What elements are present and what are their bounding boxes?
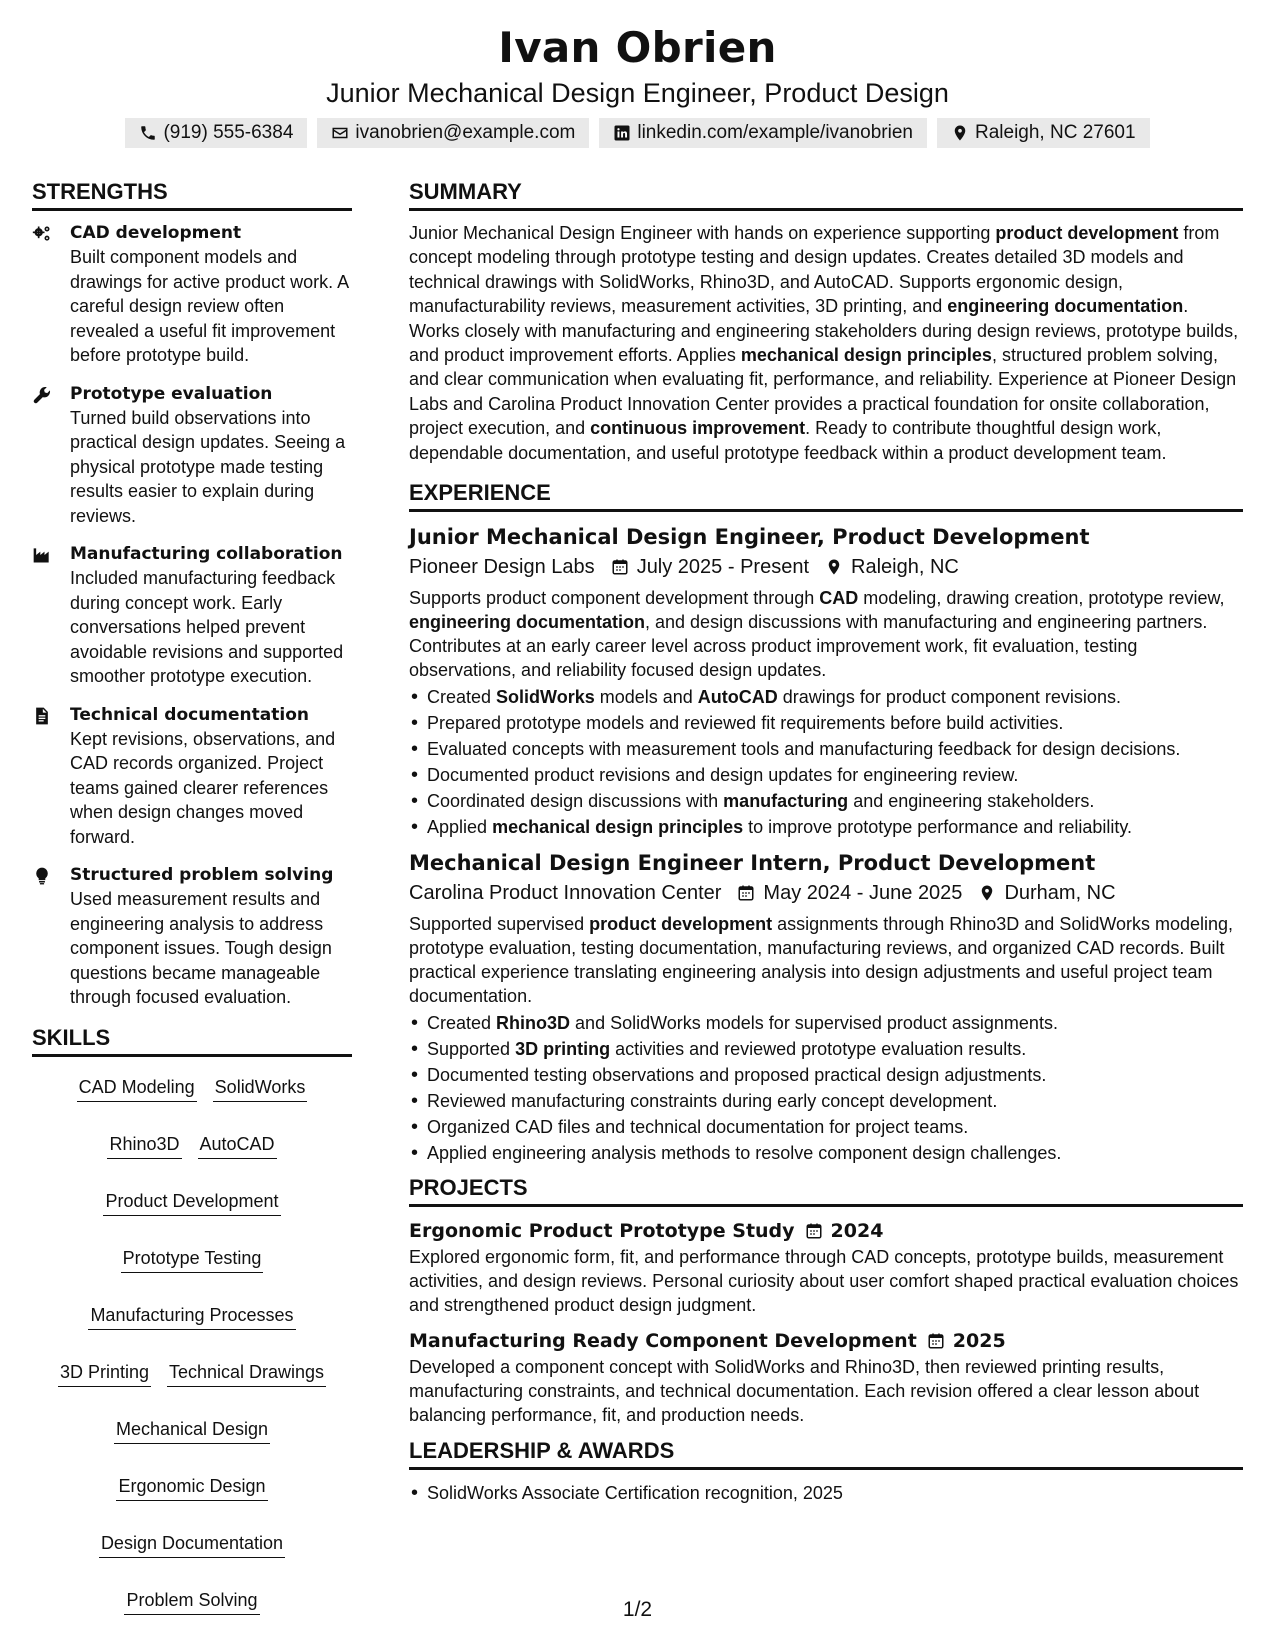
wrench-icon	[32, 385, 52, 405]
skill-tag: Prototype Testing	[121, 1246, 264, 1273]
company-name: Carolina Product Innovation Center	[409, 882, 722, 905]
experience-heading: EXPERIENCE	[409, 479, 1243, 512]
calendar-icon	[737, 884, 755, 902]
strength-item	[32, 703, 352, 850]
phone-text: (919) 555-6384	[163, 122, 294, 143]
skill-tag: CAD Modeling	[77, 1075, 197, 1102]
project-date	[927, 1327, 1006, 1355]
skill-tag: Rhino3D	[107, 1132, 181, 1159]
job-description: Supported supervised product development assignments through Rhino3D and SolidWorks modeling, prototype evaluation, testing documentation, manufacturing reviews, and organized CAD records. Built practical experience translating engineering analysis into design adjustments and useful project team documentation.	[409, 914, 1234, 1007]
job-meta	[409, 552, 1243, 582]
candidate-title: Junior Mechanical Design Engineer, Product Design	[326, 78, 949, 108]
left-column	[32, 178, 352, 1615]
job-description: Supports product component development through CAD modeling, drawing creation, prototype review, engineering documentation, and design discussions with manufacturing and engineering partners. Contributes at an early career level across product improvement work, fit evaluation, testing observations, and reliability focused design updates.	[409, 588, 1225, 681]
project-date-text: 2025	[952, 1330, 1006, 1353]
project-description: Developed a component concept with SolidWorks and Rhino3D, then reviewed printing results, manufacturing constraints, and technical documentation. Each revision offered a clear lesson about balancing performance, fit, and production needs.	[409, 1357, 1200, 1426]
skill-tag: AutoCAD	[198, 1132, 277, 1159]
job-dates-text: May 2024 - June 2025	[763, 882, 963, 905]
strength-desc: Kept revisions, observations, and CAD records organized. Project teams gained clearer references when design changes moved forward.	[70, 728, 336, 847]
map-pin-icon	[951, 124, 969, 142]
bullet-item: • Prepared prototype models and reviewed fit requirements before build activities.	[409, 710, 1243, 736]
skills-list	[32, 1071, 352, 1615]
skill-tag: Design Documentation	[99, 1531, 285, 1558]
job-meta	[409, 878, 1243, 908]
summary-heading: SUMMARY	[409, 178, 1243, 211]
strengths-heading: STRENGTHS	[32, 178, 352, 211]
job-location-text: Durham, NC	[1004, 882, 1116, 905]
resume-header	[0, 0, 1275, 148]
envelope-icon	[331, 124, 349, 142]
bullet-item: • Applied mechanical design principles to improve prototype performance and reliability.	[409, 814, 1243, 840]
bullet-item: • Coordinated design discussions with manufacturing and engineering stakeholders.	[409, 788, 1243, 814]
skill-tag: Mechanical Design	[114, 1417, 270, 1444]
strength-title: Structured problem solving	[70, 865, 334, 885]
job-dates	[611, 552, 809, 582]
project-title: Manufacturing Ready Component Development	[409, 1330, 917, 1353]
job-entry	[409, 848, 1243, 1166]
strength-item	[32, 863, 352, 1010]
contact-phone[interactable]	[125, 118, 307, 148]
job-title: Mechanical Design Engineer Intern, Product Development	[409, 851, 1096, 876]
project-date-text: 2024	[830, 1220, 884, 1243]
bullet-item: • Evaluated concepts with measurement tools and manufacturing feedback for design decisions.	[409, 736, 1243, 762]
page-number: 1/2	[622, 1598, 653, 1621]
calendar-icon	[611, 558, 629, 576]
skill-tag: Manufacturing Processes	[88, 1303, 295, 1330]
skill-tag: Technical Drawings	[167, 1360, 326, 1387]
company-name: Pioneer Design Labs	[409, 556, 595, 579]
job-entry	[409, 522, 1243, 840]
job-location	[825, 552, 959, 582]
strength-desc: Turned build observations into practical design updates. Seeing a physical prototype made testing results easier to explain during reviews.	[70, 407, 346, 526]
strength-desc: Used measurement results and engineering analysis to address component issues. Tough design questions became manageable through focused evaluation.	[70, 889, 332, 1007]
linkedin-icon	[613, 124, 631, 142]
bullet-item: • Organized CAD files and technical documentation for project teams.	[409, 1114, 1243, 1140]
projects-heading: PROJECTS	[409, 1174, 1243, 1207]
skill-tag: Product Development	[103, 1189, 280, 1216]
bullet-item: • Documented testing observations and proposed practical design adjustments.	[409, 1062, 1243, 1088]
bullet-item: • Reviewed manufacturing constraints during early concept development.	[409, 1088, 1243, 1114]
project-date	[805, 1217, 884, 1245]
strength-item	[32, 542, 352, 689]
phone-icon	[139, 124, 157, 142]
right-column	[409, 178, 1243, 1615]
bullet-item: • Created SolidWorks models and AutoCAD drawings for product component revisions.	[409, 684, 1243, 710]
job-title: Junior Mechanical Design Engineer, Product Development	[409, 525, 1090, 550]
document-icon	[32, 706, 52, 726]
job-bullets	[409, 1010, 1243, 1166]
contact-email[interactable]	[317, 118, 589, 148]
calendar-icon	[805, 1222, 823, 1240]
strength-title: Manufacturing collaboration	[70, 544, 343, 564]
bullet-item: • Documented product revisions and design updates for engineering review.	[409, 762, 1243, 788]
job-location-text: Raleigh, NC	[851, 556, 959, 579]
job-bullets	[409, 684, 1243, 840]
location-text: Raleigh, NC 27601	[975, 122, 1136, 143]
resume-body	[32, 178, 1243, 1615]
leadership-heading: LEADERSHIP & AWARDS	[409, 1437, 1243, 1470]
strength-title: Technical documentation	[70, 704, 309, 725]
bullet-item: • Supported 3D printing activities and reviewed prototype evaluation results.	[409, 1036, 1243, 1062]
email-text: ivanobrien@example.com	[355, 122, 576, 143]
job-location	[978, 878, 1115, 908]
skill-tag: SolidWorks	[213, 1075, 308, 1102]
project-entry	[409, 1327, 1243, 1427]
strength-desc: Built component models and drawings for active product work. A careful design review often revealed a useful fit improvement before prototype build.	[70, 247, 349, 365]
project-description: Explored ergonomic form, fit, and performance through CAD concepts, prototype builds, measurement activities, and design reviews. Personal curiosity about user comfort shaped practical evaluation choices and strengthened product design judgment.	[409, 1247, 1239, 1316]
industry-icon	[32, 545, 52, 565]
calendar-icon	[927, 1332, 945, 1350]
contact-bar	[0, 118, 1275, 148]
job-dates	[737, 878, 962, 908]
summary-text: Junior Mechanical Design Engineer with hands on experience supporting product development from concept modeling through prototype testing and design updates. Creates detailed 3D models and technical drawings with SolidWorks, Rhino3D, and AutoCAD. Supports ergonomic design, manufacturability reviews, measurement activities, 3D printing, and engineering documentation. Works closely with manufacturing and engineering stakeholders during design reviews, prototype builds, and product improvement efforts. Applies mechanical design principles, structured problem solving, and clear communication when evaluating fit, performance, and reliability. Experience at Pioneer Design Labs and Carolina Product Innovation Center provides a practical foundation for onsite collaboration, project execution, and continuous improvement. Ready to contribute thoughtful design work, dependable documentation, and useful prototype feedback within a product development team.	[409, 223, 1239, 463]
strength-title: CAD development	[70, 223, 242, 243]
strength-desc: Included manufacturing feedback during concept work. Early conversations helped prevent avoidable revisions and supported smoother prototype execution.	[70, 568, 344, 686]
lightbulb-icon	[32, 866, 52, 886]
map-pin-icon	[978, 884, 996, 902]
bullet-item: • Created Rhino3D and SolidWorks models for supervised product assignments.	[409, 1010, 1243, 1036]
skill-tag: 3D Printing	[58, 1360, 151, 1387]
job-dates-text: July 2025 - Present	[636, 556, 810, 579]
skill-tag: Problem Solving	[124, 1588, 259, 1615]
strength-title: Prototype evaluation	[70, 383, 273, 404]
skill-tag: Ergonomic Design	[116, 1474, 267, 1501]
project-title: Ergonomic Product Prototype Study	[409, 1220, 795, 1243]
contact-location	[937, 118, 1150, 148]
leadership-list	[409, 1480, 1243, 1506]
gears-icon	[32, 224, 52, 244]
strength-item	[32, 221, 352, 368]
map-pin-icon	[825, 558, 843, 576]
skills-heading: SKILLS	[32, 1024, 352, 1057]
strength-item	[32, 382, 352, 529]
linkedin-text: linkedin.com/example/ivanobrien	[637, 122, 913, 143]
bullet-item: • Applied engineering analysis methods to resolve component design challenges.	[409, 1140, 1243, 1166]
leadership-item: • SolidWorks Associate Certification recognition, 2025	[409, 1480, 1243, 1506]
candidate-name: Ivan Obrien	[498, 23, 777, 72]
project-entry	[409, 1217, 1243, 1317]
contact-linkedin[interactable]	[599, 118, 927, 148]
